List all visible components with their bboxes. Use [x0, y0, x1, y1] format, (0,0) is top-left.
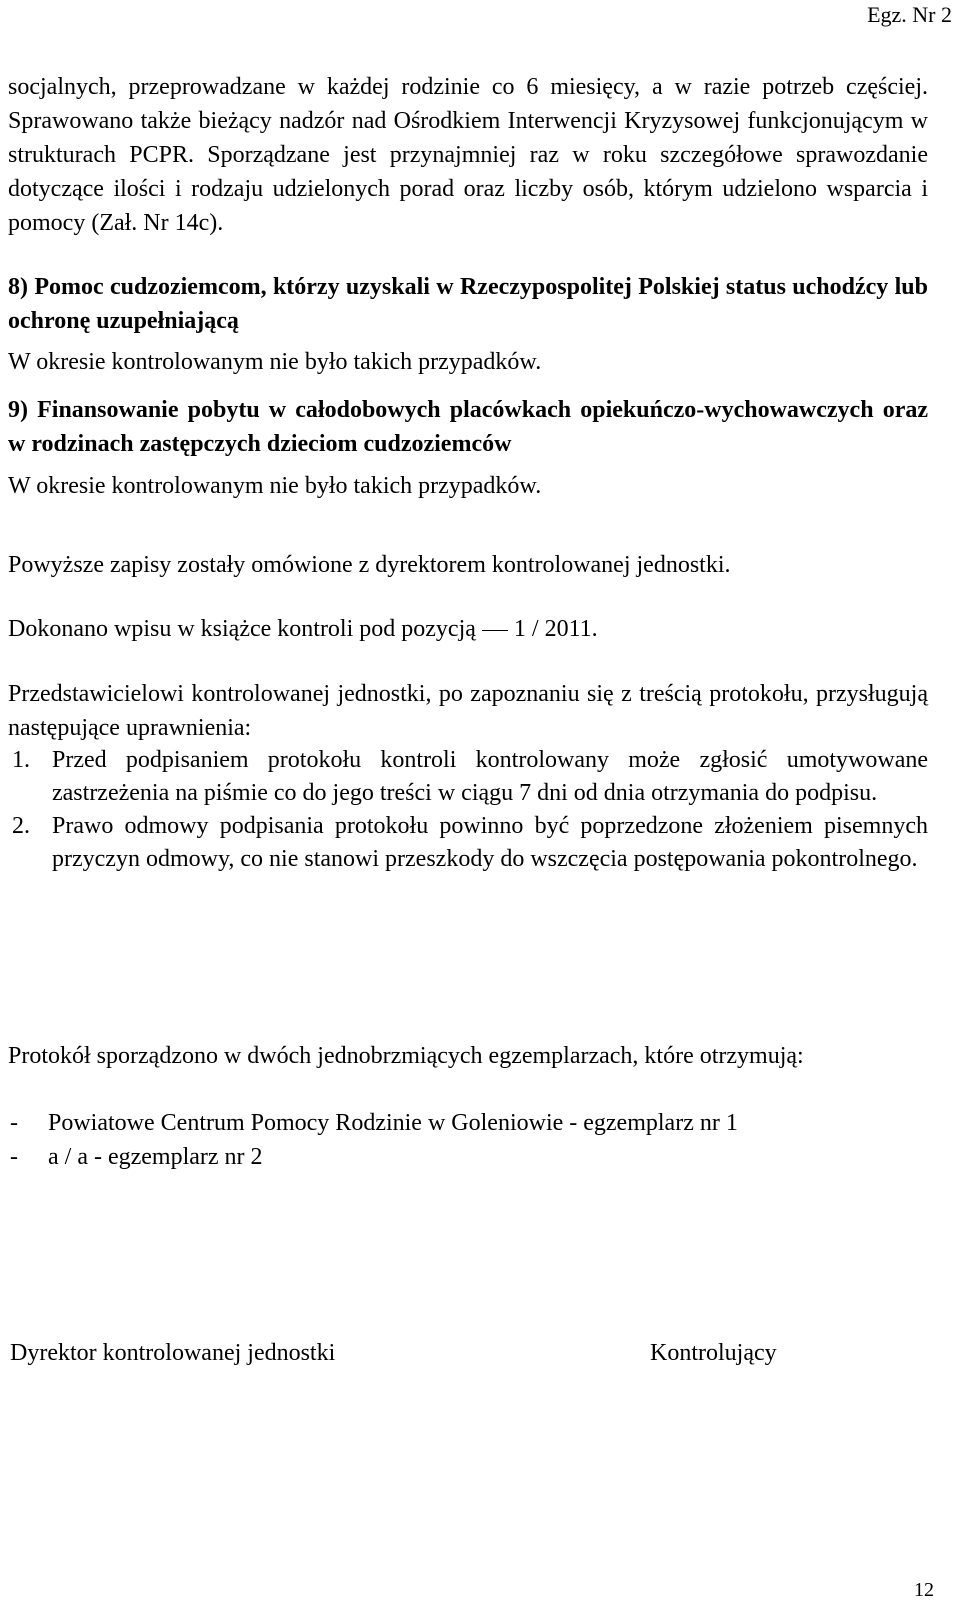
- list-item: [8, 810, 928, 876]
- section-9-heading: 9) Finansowanie pobytu w całodobowych placówkach opiekuńczo-wychowawczych oraz w rodzinach zastępczych dzieciom cudzoziemców: [8, 397, 928, 457]
- rights-list: [8, 744, 928, 876]
- entry-position: 1 / 2011.: [513, 616, 598, 642]
- list-item-text: Przed podpisaniem protokołu kontroli kontrolowany może zgłosić umotywowane zastrzeżenia na piśmie co do jego treści w ciągu 7 dni od dnia otrzymania do podpisu.: [52, 747, 928, 806]
- list-item-dash: -: [10, 1144, 18, 1170]
- list-item: [8, 744, 928, 810]
- entry-underline: [482, 630, 508, 631]
- paragraph-continuation: socjalnych, przeprowadzane w każdej rodzinie co 6 miesięcy, a w razie potrzeb częściej. Sprawowano także bieżący nadzór nad Ośrodkiem Interwencji Kryzysowej funkcjonującym w strukturach PCPR. Sporządzane jest przynajmniej raz w roku szczegółowe sprawozdanie dotyczące ilości i rodzaju udzielonych porad oraz liczby osób, którym udzielono wsparcia i pomocy (Zał. Nr 14c).: [8, 74, 928, 236]
- signature-director: Dyrektor kontrolowanej jednostki: [10, 1340, 336, 1366]
- copies-intro: Protokół sporządzono w dwóch jednobrzmiących egzemplarzach, które otrzymują:: [8, 1043, 804, 1069]
- list-item-text: Prawo odmowy podpisania protokołu powinno być poprzedzone złożeniem pisemnych przyczyn odmowy, co nie stanowi przeszkody do wszczęcia postępowania pokontrolnego.: [52, 813, 928, 872]
- entry-prefix: Dokonano wpisu w książce kontroli pod pozycją: [8, 616, 476, 642]
- list-item-number: 2.: [12, 813, 30, 839]
- section-8-text: W okresie kontrolowanym nie było takich przypadków.: [8, 349, 542, 375]
- signature-inspector: Kontrolujący: [650, 1340, 777, 1366]
- list-item-number: 1.: [12, 747, 30, 773]
- inspection-book-entry: [8, 612, 928, 646]
- copies-list: [10, 1106, 910, 1174]
- copy-number-label: Egz. Nr 2: [867, 2, 952, 27]
- page-number: 12: [914, 1579, 934, 1601]
- section-8-heading: 8) Pomoc cudzoziemcom, którzy uzyskali w Rzeczypospolitej Polskiej status uchodźcy lub ochronę uzupełniającą: [8, 274, 928, 334]
- list-item: [10, 1140, 910, 1174]
- list-item-text: Powiatowe Centrum Pomocy Rodzinie w Goleniowie - egzemplarz nr 1: [48, 1110, 738, 1136]
- discussed-statement: Powyższe zapisy zostały omówione z dyrektorem kontrolowanej jednostki.: [8, 552, 731, 578]
- list-item-text: a / a - egzemplarz nr 2: [48, 1144, 263, 1170]
- section-9-text: W okresie kontrolowanym nie było takich przypadków.: [8, 473, 542, 499]
- list-item: [10, 1106, 910, 1140]
- list-item-dash: -: [10, 1110, 18, 1136]
- rights-intro: Przedstawicielowi kontrolowanej jednostki, po zapoznaniu się z treścią protokołu, przysługują następujące uprawnienia:: [8, 681, 928, 741]
